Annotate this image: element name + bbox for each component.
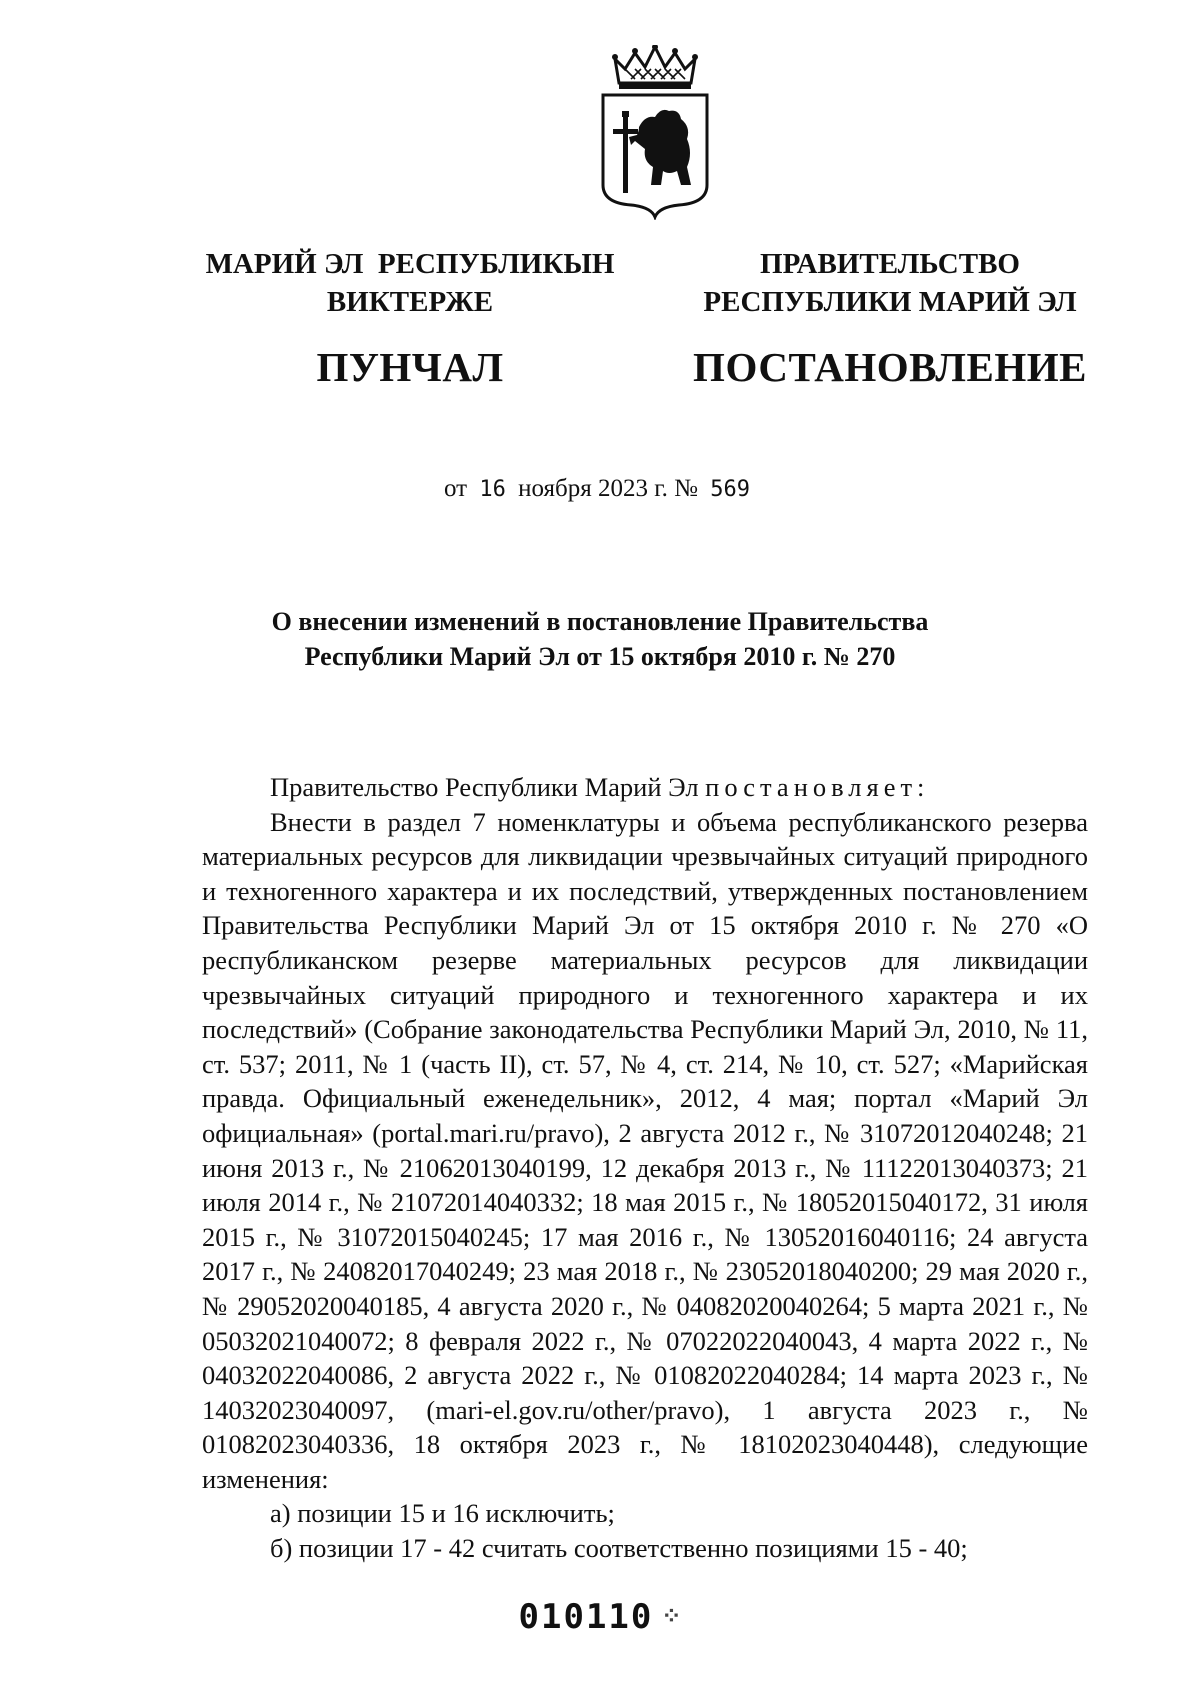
- header-right-line2: РЕСПУБЛИКИ МАРИЙ ЭЛ: [703, 286, 1077, 319]
- header-left-line1: МАРИЙ ЭЛ РЕСПУБЛИКЫН: [205, 248, 615, 280]
- date-prefix: от: [443, 475, 468, 502]
- main-paragraph: Внести в раздел 7 номенклатуры и объема республиканского резерва материальных ресурсов для ликвидации чрезвычайных ситуаций природного и техногенного характера и их последствий, утвержденных постановлением Правительства Республики Марий Эл от 15 октября 2010 г. № 270 «О республиканском резерве материальных ресурсов для ликвидации чрезвычайных ситуаций природного и техногенного характера и их последствий» (Собрание законодательства Республики Марий Эл, 2010, № 11, ст. 537; 2011, № 1 (часть II), ст. 57, № 4, ст. 214, № 10, ст. 527; «Марийская правда. Официальный еженедельник», 2012, 4 мая; портал «Марий Эл официальная» (portal.mari.ru/pravo), 2 августа 2012 г., № 31072012040248; 21 июня 2013 г., № 21062013040199, 12 декабря 2013 г., № 11122013040373; 21 июля 2014 г., № 21072014040332; 18 мая 2015 г., № 18052015040172, 31 июля 2015 г., № 31072015040245; 17 мая 2016 г., № 13052016040116; 24 августа 2017 г., № 24082017040249; 23 мая 2018 г., № 23052018040200; 29 мая 2020 г., № 29052020040185, 4 августа 2020 г., № 04082020040264; 5 марта 2021 г., № 05032021040072; 8 февраля 2022 г., № 07022022040043, 4 марта 2022 г., № 04032022040086, 2 августа 2022 г., № 01082022040284; 14 марта 2023 г., № 14032023040097, (mari-el.gov.ru/other/pravo), 1 августа 2023 г., № 01082023040336, 18 октября 2023 г., № 18102023040448), следующие изменения:: [202, 806, 1088, 1494]
- header-left-block: [180, 245, 640, 394]
- header-right-block: [680, 245, 1100, 394]
- header-left-line2: ВИКТЕРЖЕ: [326, 286, 494, 319]
- title-line1: О внесении изменений в постановление Правительства: [271, 607, 929, 636]
- document-date-line: [0, 475, 1200, 503]
- dots-mark-icon: ⁘: [661, 1602, 682, 1630]
- lead-text: Правительство Республики Марий Эл: [270, 772, 706, 802]
- lead-keyword: постановляет:: [705, 772, 930, 802]
- document-number: 569: [710, 477, 751, 502]
- resolution-lead: [202, 770, 1088, 805]
- sword-icon: [613, 111, 638, 193]
- list-item-b: б) позиции 17 - 42 считать соответственно позициями 15 - 40;: [270, 1533, 968, 1564]
- header-right-line1: ПРАВИТЕЛЬСТВО: [760, 248, 1020, 280]
- header-right-title: ПОСТАНОВЛЕНИЕ: [693, 343, 1087, 390]
- date-rest: ноября 2023 г. №: [518, 475, 699, 502]
- document-body: [202, 770, 1088, 1566]
- footer-code: [0, 1597, 1200, 1637]
- crown-icon: [612, 45, 698, 89]
- coat-of-arms-emblem: [595, 45, 715, 220]
- footer-code-number: 010110: [518, 1597, 654, 1637]
- header-left-title: ПУНЧАЛ: [316, 343, 504, 390]
- bear-icon: [629, 110, 691, 185]
- list-item-a: а) позиции 15 и 16 исключить;: [270, 1498, 615, 1529]
- document-title: [180, 605, 1020, 675]
- date-day: 16: [479, 477, 506, 502]
- title-line2: Республики Марий Эл от 15 октября 2010 г. № 270: [304, 641, 896, 671]
